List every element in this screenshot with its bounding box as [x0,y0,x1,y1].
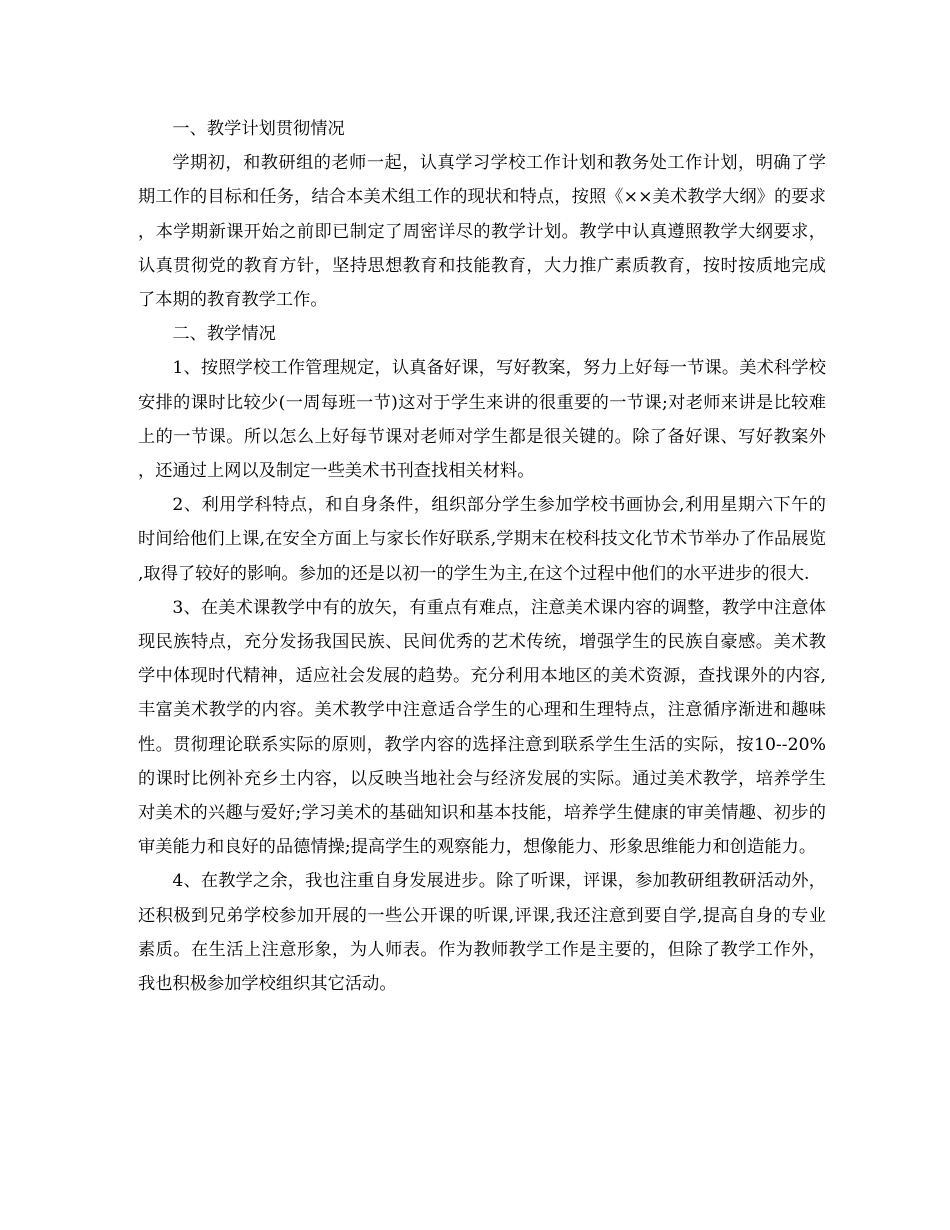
document-body [138,112,826,1001]
paragraph-item-1: 1、按照学校工作管理规定，认真备好课，写好教案，努力上好每一节课。美术科学校安排的课时比较少(一周每班一节)这对于学生来讲的很重要的一节课;对老师来讲是比较难上的一节课。所以怎么上好每节课对老师对学生都是很关键的。除了备好课、写好教案外，还通过上网以及制定一些美术书刊查找相关材料。 [138,358,826,482]
section-heading-plan: 一、教学计划贯彻情况 [172,119,345,139]
paragraph-item-4: 4、在教学之余，我也注重自身发展进步。除了听课，评课，参加教研组教研活动外，还积极到兄弟学校参加开展的一些公开课的听课,评课,我还注意到要自学,提高自身的专业素质。在生活上注意形象，为人师表。作为教师教学工作是主要的，但除了教学工作外，我也积极参加学校组织其它活动。 [138,871,826,995]
paragraph-item-2: 2、利用学科特点，和自身条件，组织部分学生参加学校书画协会,利用星期六下午的时间给他们上课,在安全方面上与家长作好联系,学期末在校科技文化节术节举办了作品展览,取得了较好的影响。参加的还是以初一的学生为主,在这个过程中他们的水平进步的很大. [138,495,826,584]
paragraph-plan: 学期初，和教研组的老师一起，认真学习学校工作计划和教务处工作计划，明确了学期工作的目标和任务，结合本美术组工作的现状和特点，按照《××美术教学大纲》的要求，本学期新课开始之前即已制定了周密详尽的教学计划。教学中认真遵照教学大纲要求，认真贯彻党的教育方针，坚持思想教育和技能教育，大力推广素质教育，按时按质地完成了本期的教育教学工作。 [138,153,826,311]
section-heading-teaching: 二、教学情况 [172,324,276,345]
paragraph-item-3: 3、在美术课教学中有的放矢，有重点有难点，注意美术课内容的调整，教学中注意体现民族特点，充分发扬我国民族、民间优秀的艺术传统，增强学生的民族自豪感。美术教学中体现时代精神，适应社会发展的趋势。充分利用本地区的美术资源，查找课外的内容,丰富美术教学的内容。美术教学中注意适合学生的心理和生理特点，注意循序渐进和趣味性。贯彻理论联系实际的原则，教学内容的选择注意到联系学生生活的实际，按10--20%的课时比例补充乡土内容，以反映当地社会与经济发展的实际。通过美术教学，培养学生对美术的兴趣与爱好;学习美术的基础知识和基本技能，培养学生健康的审美情趣、初步的审美能力和良好的品德情操;提高学生的观察能力，想像能力、形象思维能力和创造能力。 [138,597,826,858]
